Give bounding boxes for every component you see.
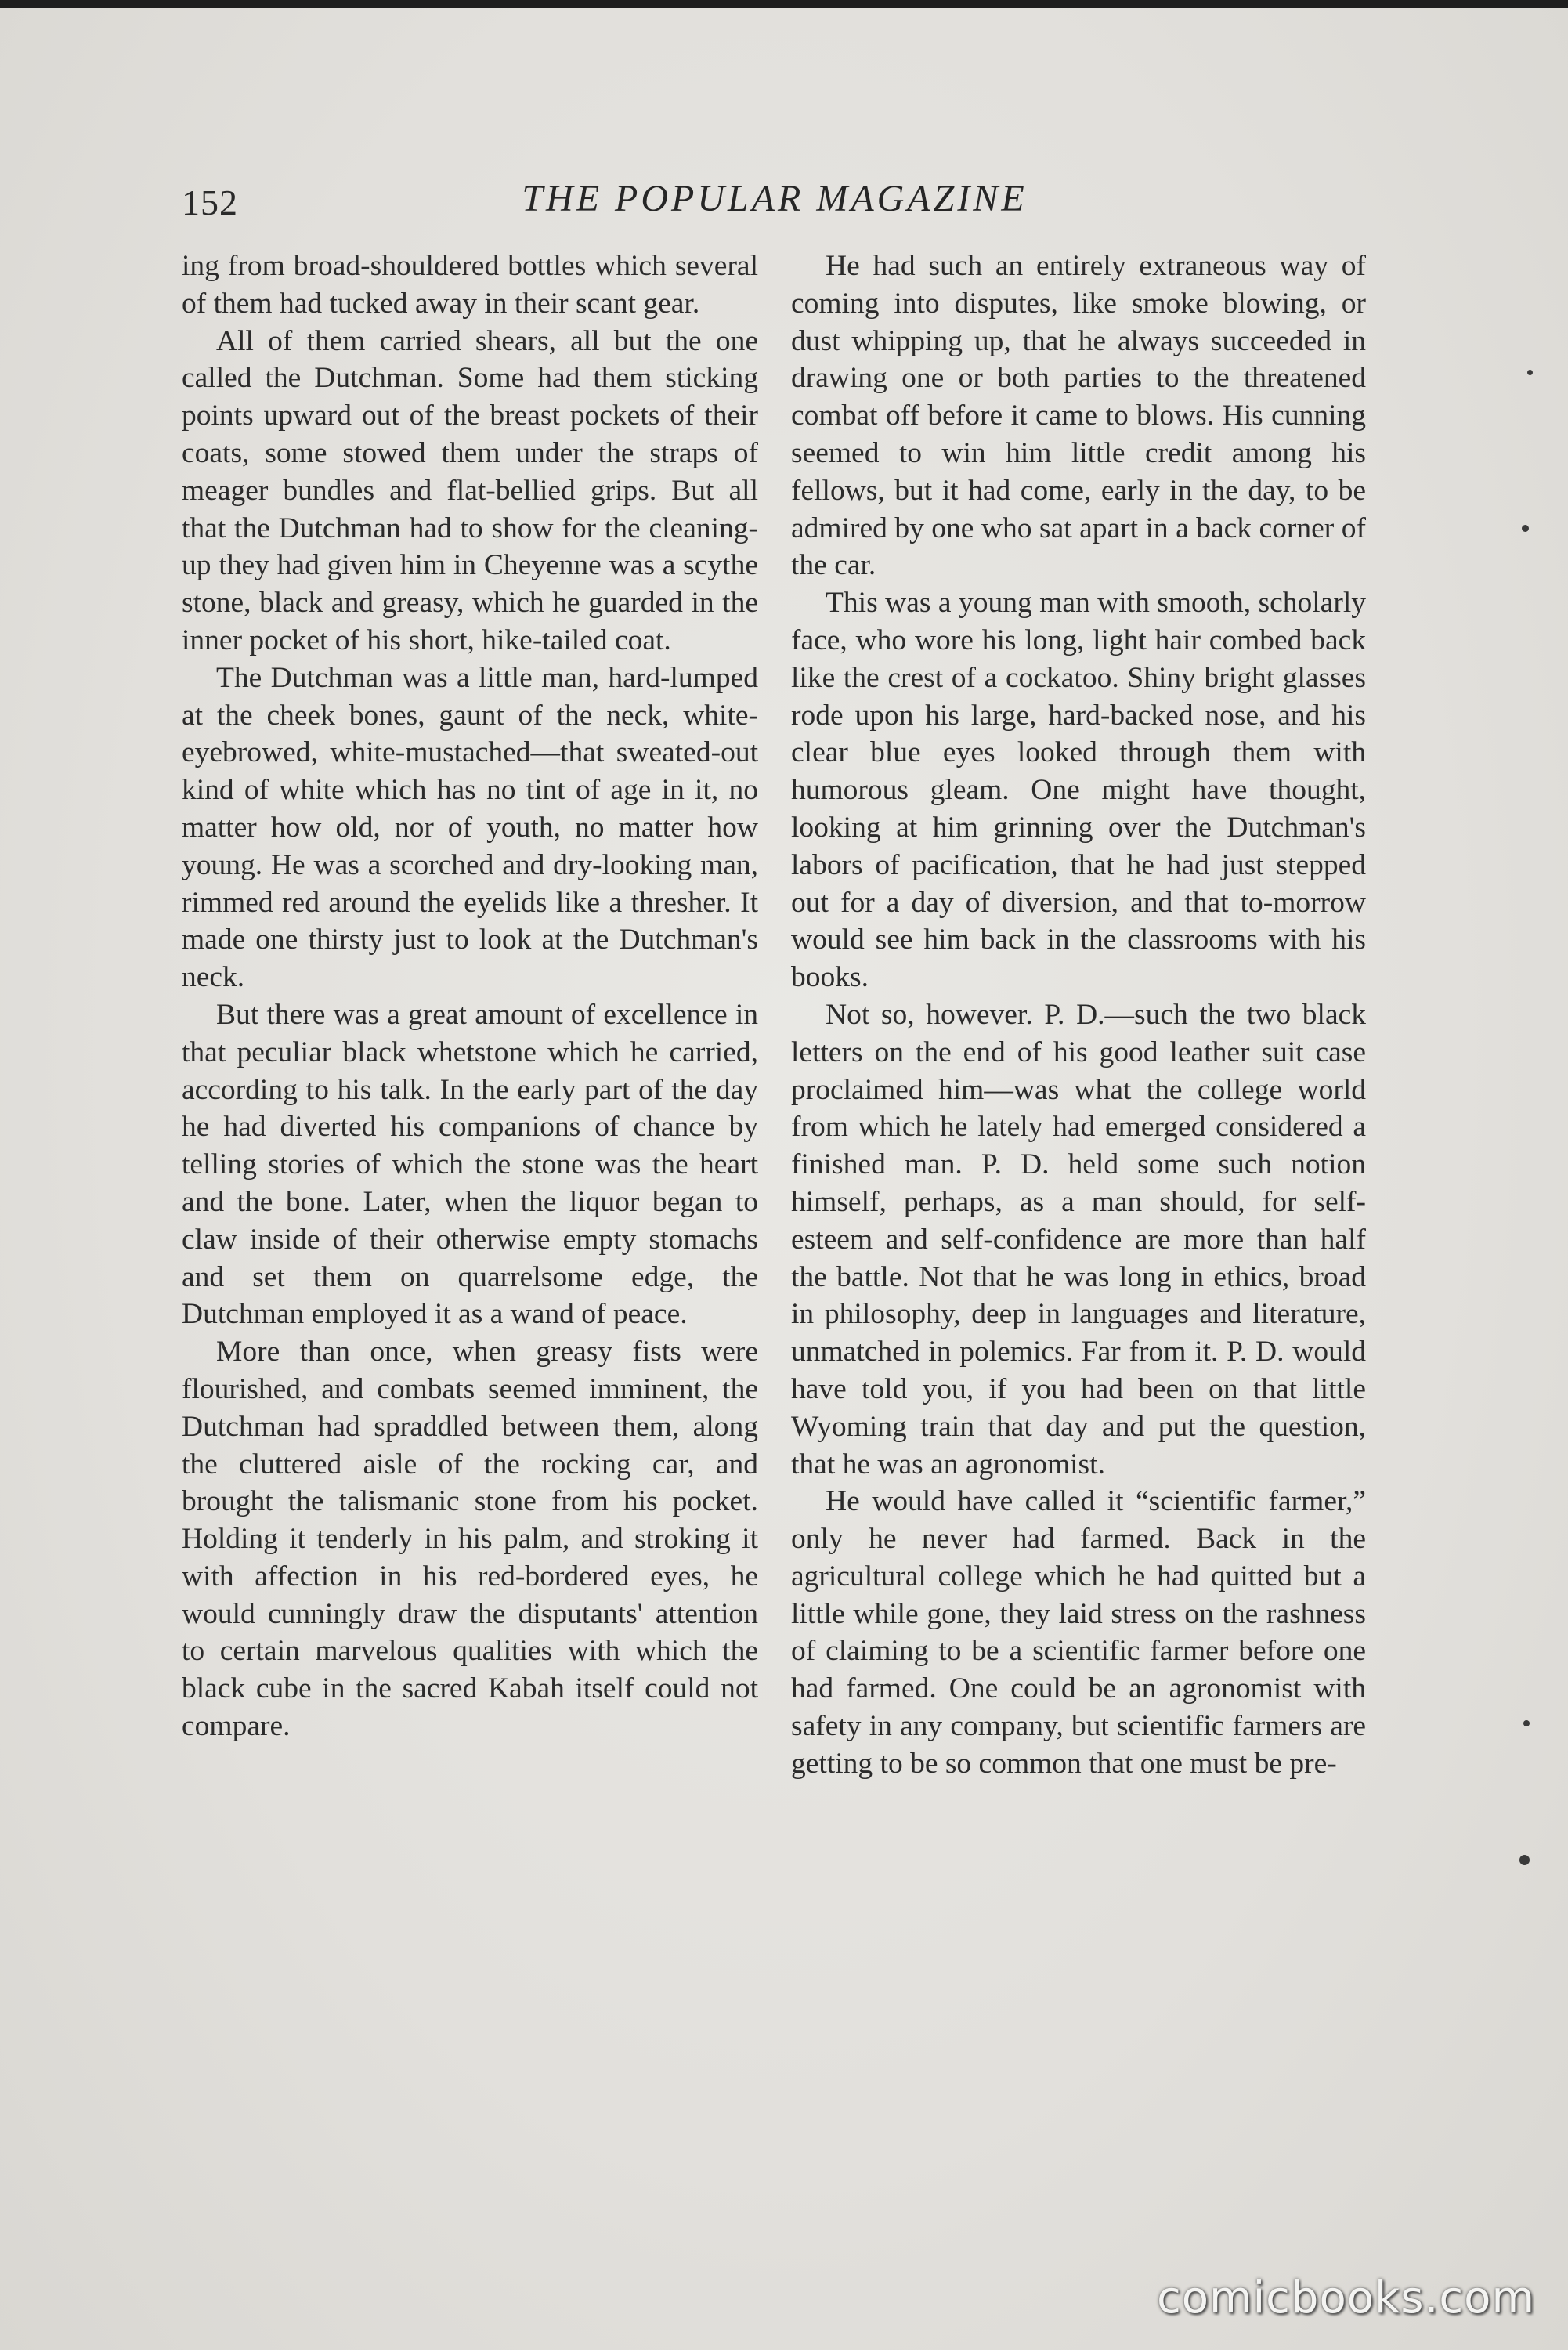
paper-speck [1522, 525, 1529, 532]
paragraph: More than once, when greasy fists were flourished, and combats seemed imminent, the Dutchman had spraddled between them, along the cluttered aisle of the rocking car, and brought the talismanic stone from his pocket. Holding it tenderly in his palm, and stroking it with affection in his red-bordered eyes, he would cunningly draw the disputants' attention to certain marvelous qualities with which the black cube in the sacred Kabah itself could not compare. [182, 1336, 758, 1743]
paper-speck [1519, 1855, 1530, 1865]
paragraph: The Dutchman was a little man, hard-lumped at the cheek bones, gaunt of the neck, white-eyebrowed, white-mustached—that sweated-out kind of white which has no tint of age in it, no matter how old, nor of youth, no matter how young. He was a scorched and dry-looking man, rimmed red around the eyelids like a thresher. It made one thirsty just to look at the Dutchman's neck. [182, 661, 758, 994]
paragraph: All of them carried shears, all but the one called the Dutchman. Some had them sticking points upward out of the breast pockets of their coats, some stowed them under the straps of meager bundles and flat-bellied grips. But all that the Dutchman had to show for the cleaning-up they had given him in Cheyenne was a scythe stone, black and greasy, which he guarded in the inner pocket of his short, hike-tailed coat. [182, 324, 758, 656]
page-number: 152 [182, 183, 238, 222]
running-head: THE POPULAR MAGAZINE [522, 178, 1028, 219]
paragraph: He had such an entirely extraneous way of coming into disputes, like smoke blowing, or dust whipping up, that he always succeeded in drawing one or both parties to the threatened combat off before it came to blows. His cunning seemed to win him little credit among his fellows, but it had come, early in the day, to be admired by one who sat apart in a back corner of the car. [791, 250, 1366, 582]
paper-speck [1527, 370, 1533, 375]
paragraph: This was a young man with smooth, scholarly face, who wore his long, light hair combed back like the crest of a cockatoo. Shiny bright glasses rode upon his large, hard-backed nose, and his clear blue eyes looked through them with humorous gleam. One might have thought, looking at him grinning over the Dutchman's labors of pacification, that he had just stepped out for a day of diversion, and that to-morrow would see him back in the classrooms with his books. [791, 587, 1366, 994]
paragraph: But there was a great amount of excellence in that peculiar black whetstone which he carried, according to his talk. In the early part of the day he had diverted his companions of chance by telling stories of which the stone was the heart and the bone. Later, when the liquor began to claw inside of their otherwise empty stomachs and set them on quarrelsome edge, the Dutchman employed it as a wand of peace. [182, 998, 758, 1331]
paragraph: ing from broad-shouldered bottles which several of them had tucked away in their scant gear. [182, 250, 758, 320]
paper-speck [1523, 1720, 1530, 1726]
left-column [182, 248, 758, 2128]
paragraph: He would have called it “scientific farmer,” only he never had farmed. Back in the agricultural college which he had quitted but a little while gone, they laid stress on the rashness of claiming to be a scientific farmer before one had farmed. One could be an agronomist with safety in any company, but scientific farmers are getting to be so common that one must be pre- [791, 1485, 1366, 1780]
right-column [791, 248, 1366, 2128]
paragraph: Not so, however. P. D.—such the two black letters on the end of his good leather suit case proclaimed him—was what the college world from which he lately had emerged considered a finished man. P. D. held some such notion himself, perhaps, as a man should, for self-esteem and self-confidence are more than half the battle. Not that he was long in ethics, broad in philosophy, deep in languages and literature, unmatched in polemics. Far from it. P. D. would have told you, if you had been on that little Wyoming train that day and put the question, that he was an agronomist. [791, 998, 1366, 1480]
page-header [182, 177, 1367, 232]
watermark: comicbooks.com [1156, 2272, 1535, 2323]
scan-top-edge [0, 0, 1568, 8]
